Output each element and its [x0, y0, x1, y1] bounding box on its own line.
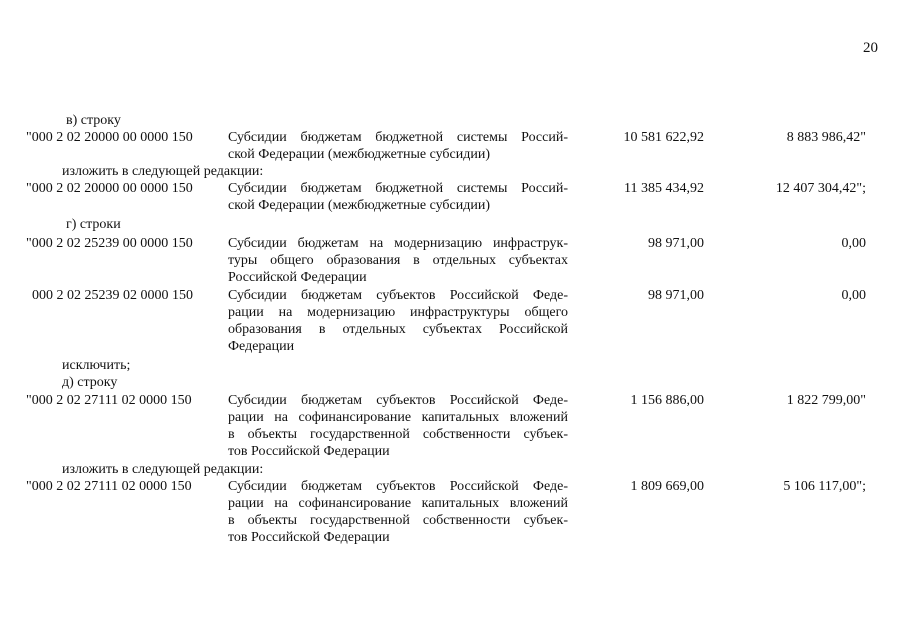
description-line: туры общего образования в отдельных субъектах [228, 253, 568, 268]
description-line: Субсидии бюджетам на модернизацию инфраструк- [228, 236, 568, 251]
row-code: "000 2 02 25239 00 0000 150 [26, 236, 193, 251]
row-code: "000 2 02 20000 00 0000 150 [26, 130, 193, 145]
section-heading: г) строки [66, 217, 121, 232]
row-code: 000 2 02 25239 02 0000 150 [32, 288, 193, 303]
row-value-2: 12 407 304,42"; [775, 181, 866, 196]
section-heading: исключить; [62, 358, 131, 373]
section-heading: д) строку [62, 375, 118, 390]
description-line: Федерации [228, 339, 295, 354]
row-value-1: 98 971,00 [648, 288, 704, 303]
row-description [228, 235, 568, 286]
description-line: Субсидии бюджетам бюджетной системы Россий- [228, 181, 568, 196]
row-code: "000 2 02 20000 00 0000 150 [26, 181, 193, 196]
row-description [228, 287, 568, 355]
row-description [228, 392, 568, 460]
row-code: "000 2 02 27111 02 0000 150 [26, 393, 192, 408]
row-value-1: 10 581 622,92 [623, 130, 704, 145]
row-value-1: 98 971,00 [648, 236, 704, 251]
description-line: образования в отдельных субъектах Российской [228, 322, 568, 337]
description-line: в объекты государственной собственности субъек- [228, 513, 568, 528]
row-value-2: 1 822 799,00" [786, 393, 866, 408]
description-line: рации на софинансирование капитальных вложений [228, 410, 568, 425]
row-value-2: 5 106 117,00"; [783, 479, 866, 494]
description-line: Российской Федерации [228, 270, 367, 285]
description-line: тов Российской Федерации [228, 530, 390, 545]
row-value-2: 0,00 [841, 288, 866, 303]
row-value-1: 1 156 886,00 [630, 393, 704, 408]
description-line: Субсидии бюджетам субъектов Российской Феде- [228, 288, 568, 303]
row-description [228, 478, 568, 546]
row-description [228, 129, 568, 163]
description-line: ской Федерации (межбюджетные субсидии) [228, 198, 491, 213]
section-heading: в) строку [66, 113, 121, 128]
page-number: 20 [863, 40, 878, 56]
row-value-1: 11 385 434,92 [624, 181, 704, 196]
description-line: Субсидии бюджетам субъектов Российской Феде- [228, 393, 568, 408]
description-line: ской Федерации (межбюджетные субсидии) [228, 147, 491, 162]
row-value-2: 0,00 [841, 236, 866, 251]
section-heading: изложить в следующей редакции: [62, 164, 264, 179]
row-description [228, 180, 568, 214]
section-heading: изложить в следующей редакции: [62, 462, 264, 477]
description-line: в объекты государственной собственности субъек- [228, 427, 568, 442]
description-line: рации на модернизацию инфраструктуры общего [228, 305, 568, 320]
row-value-2: 8 883 986,42" [786, 130, 866, 145]
description-line: Субсидии бюджетам бюджетной системы Россий- [228, 130, 568, 145]
description-line: тов Российской Федерации [228, 444, 390, 459]
row-code: "000 2 02 27111 02 0000 150 [26, 479, 192, 494]
description-line: рации на софинансирование капитальных вложений [228, 496, 568, 511]
description-line: Субсидии бюджетам субъектов Российской Феде- [228, 479, 568, 494]
row-value-1: 1 809 669,00 [630, 479, 704, 494]
